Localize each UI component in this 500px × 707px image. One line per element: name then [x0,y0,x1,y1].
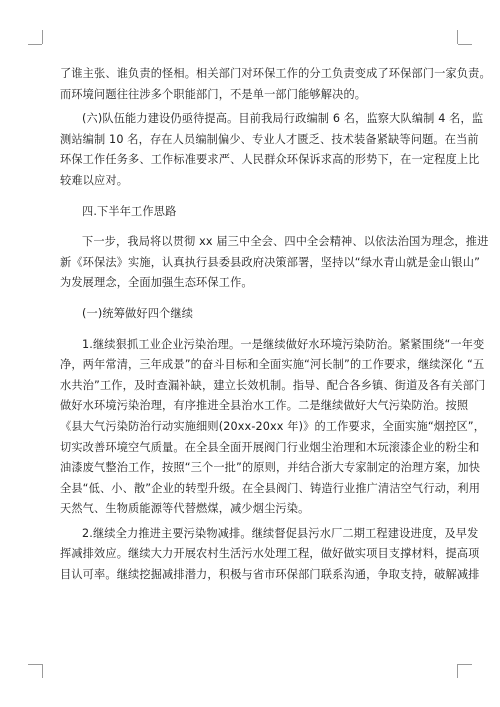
crop-mark-bottom-right-v [457,664,458,678]
section-heading: 四.下半年工作思路 [82,204,177,218]
text-line: (六)队伍能力建设仍亟待提高。目前我局行政编制 6 名，监察大队编制 4 名，监 [82,112,484,126]
para-continuation [60,64,491,105]
text-line: 水共治”工作，及时查漏补缺，建立长效机制。指导、配合各乡镇、街道及各有关部门 [60,378,486,392]
para-emission-reduction [60,524,480,586]
document-body [60,64,491,586]
text-line: 较难以应对。 [60,173,129,187]
text-line: 为发展理念，全面加强生态环保工作。 [60,276,253,290]
heading-work-plan [60,202,442,223]
subsection-heading: (一)统筹做好四个继续 [82,306,194,320]
text-line: 测站编制 10 名，存在人员编制偏少、专业人才匮乏、技术装备紧缺等问题。在当前 [60,132,479,146]
crop-mark-bottom-left-v [42,664,43,678]
para-next-step [60,232,489,294]
crop-mark-bottom-left-h [28,664,42,665]
text-line: 而环境问题往往涉多个职能部门，不是单一部门能够解决的。 [60,87,367,101]
crop-mark-bottom-right-h [458,664,472,665]
text-line: 切实改善环境空气质量。在全县全面开展阀门行业烟尘治理和木玩滚漆企业的粉尘和 [60,440,480,454]
text-line: 下一步，我局将以贯彻 xx 届三中全会、四中全会精神、以依法治国为理念，推进 [82,235,489,249]
text-line: 天然气、生物质能源等代替燃煤，减少烟尘污染。 [60,502,310,516]
text-line: 做好水环境污染治理，有序推进全县治水工作。二是继续做好大气污染防治。按照 [60,399,469,413]
text-line: 全县“低、小、散”企业的转型升级。在全县阀门、铸造行业推广清洁空气行动，利用 [60,481,481,495]
text-line: 新《环保法》实施，认真执行县委县政府决策部署，坚持以“绿水青山就是金山银山” [60,255,481,269]
text-line: 油漆废气整治工作，按照“三个一批”的原则，并结合浙大专家制定的治理方案，加快 [60,461,481,475]
text-line: 目认可率。继续挖掘减排潜力，积极与省市环保部门联系沟通，争取支持，破解减排 [60,568,480,582]
text-line: 2.继续全力推进主要污染物减排。继续督促县污水厂二期工程建设进度，及早发 [82,526,479,540]
crop-mark-top-right-h [458,44,472,45]
text-line: 1.继续狠抓工业企业污染治理。一是继续做好水环境污染防治。紧紧围绕“一年变 [82,337,485,351]
text-line: 挥减排效应。继续大力开展农村生活污水处理工程，做好做实项目支撑材料，提高项 [60,547,480,561]
text-line: 环保工作任务多、工作标准要求严、人民群众环保诉求高的形势下，在一定程度上比 [60,153,480,167]
para-team-building [60,109,484,191]
para-pollution-control [60,335,486,520]
crop-mark-top-right-v [457,30,458,44]
text-line: 了谁主张、谁负责的怪相。相关部门对环保工作的分工负责变成了环保部门一家负责。 [60,67,491,80]
text-line: 净，两年常清，三年成景”的奋斗目标和全面实施“河长制”的工作要求，继续深化 “五 [60,358,485,372]
text-line: 《县大气污染防治行动实施细则(20xx-20xx 年)》的工作要求，全面实施“烟控区”， [60,419,486,433]
crop-mark-top-left-h [28,44,42,45]
crop-mark-top-left-v [42,30,43,44]
heading-four-continuations [60,304,442,325]
